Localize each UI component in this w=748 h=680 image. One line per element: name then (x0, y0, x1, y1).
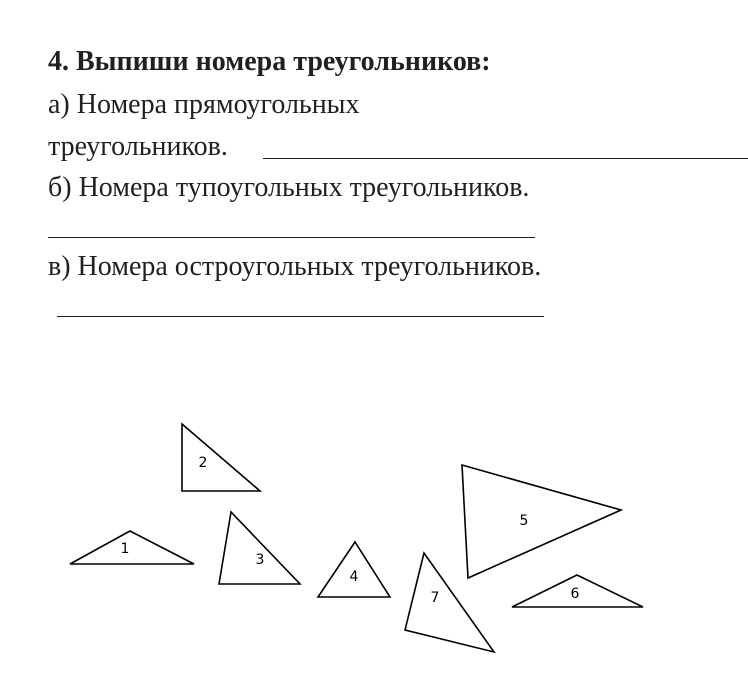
triangle-5-shape (462, 465, 621, 578)
triangle-1 (70, 531, 194, 564)
triangle-4-label: 4 (349, 569, 359, 585)
triangle-2-shape (182, 424, 260, 491)
triangle-3-label: 3 (255, 552, 265, 568)
triangle-2 (182, 424, 260, 491)
triangle-5-label: 5 (519, 513, 529, 529)
part-c-label: в) Номера остроугольных треугольников. (48, 251, 542, 282)
triangle-1-shape (70, 531, 194, 564)
part-b-label: б) Номера тупоугольных треугольников. (48, 172, 530, 203)
part-a-label-cont: треугольников. (48, 131, 228, 162)
triangle-3-shape (219, 512, 300, 584)
triangle-4 (318, 542, 390, 597)
triangle-3 (219, 512, 300, 584)
part-a-label: а) Номера прямоугольных (48, 89, 360, 120)
triangle-6 (512, 575, 643, 607)
triangle-6-label: 6 (570, 586, 580, 602)
triangle-2-label: 2 (198, 455, 208, 471)
task-title: 4. Выпиши номера треугольников: (48, 46, 491, 77)
triangle-5 (462, 465, 621, 578)
triangle-7-label: 7 (430, 590, 440, 606)
triangle-1-label: 1 (120, 541, 130, 557)
